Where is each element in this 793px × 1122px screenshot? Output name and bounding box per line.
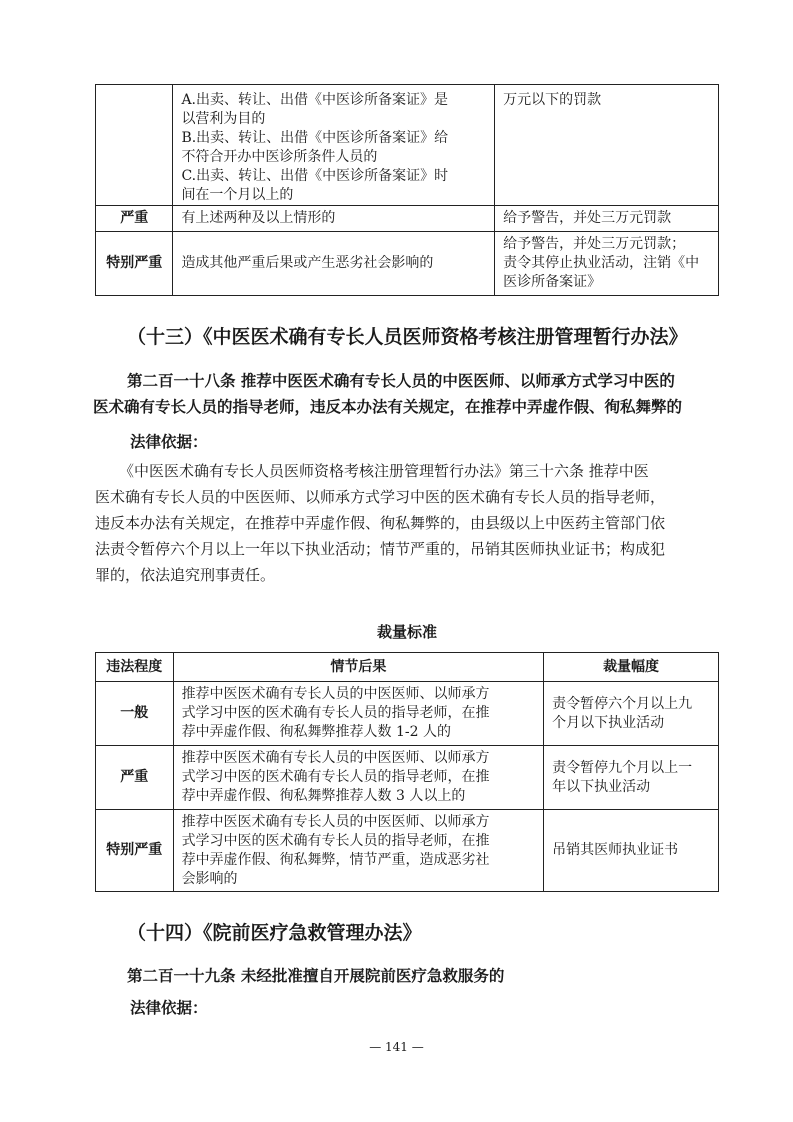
cell-line: 以营利为目的 bbox=[181, 111, 266, 127]
content-cell bbox=[173, 232, 495, 296]
table-row bbox=[96, 206, 719, 232]
article-line: 第二百一十八条 推荐中医医术确有专长人员的中医医师、以师承方式学习中医的 bbox=[127, 372, 675, 390]
cell-line: 责令暂停九个月以上一 bbox=[552, 759, 693, 776]
content-cell bbox=[173, 85, 495, 206]
cell-line: 会影响的 bbox=[181, 870, 238, 887]
table-row bbox=[96, 682, 719, 746]
cell-line: 荐中弄虚作假、徇私舞弊，情节严重，造成恶劣社 bbox=[181, 851, 490, 868]
page-number: — 141 — bbox=[369, 1040, 424, 1054]
cell-line: 万元以下的罚款 bbox=[503, 92, 602, 108]
basis-line: 《中医医术确有专长人员医师资格考核注册管理暂行办法》第三十六条 推荐中医 bbox=[119, 462, 649, 480]
article-line: 医术确有专长人员的指导老师，违反本办法有关规定，在推荐中弄虚作假、徇私舞弊的 bbox=[93, 398, 683, 416]
penalty-cell bbox=[544, 810, 719, 892]
cell-line: 推荐中医医术确有专长人员的中医医师、以师承方 bbox=[181, 750, 490, 766]
cell-line: 吊销其医师执业证书 bbox=[552, 842, 679, 858]
penalty-cell bbox=[544, 746, 719, 810]
cell-line: 个月以下执业活动 bbox=[552, 714, 665, 731]
section-14-heading: （十四）《院前医疗急救管理办法》 bbox=[127, 922, 422, 944]
cell-line: 推荐中医医术确有专长人员的中医医师、以师承方 bbox=[181, 686, 490, 702]
cell-line: 式学习中医的医术确有专长人员的指导老师，在推 bbox=[181, 769, 490, 785]
cell-line: A.出卖、转让、出借《中医诊所备案证》是 bbox=[181, 92, 448, 108]
table-row bbox=[96, 232, 719, 296]
table-row bbox=[96, 85, 719, 206]
table-row bbox=[96, 810, 719, 892]
cell-line: 荐中弄虚作假、徇私舞弊推荐人数 3 人以上的 bbox=[181, 788, 466, 804]
column-header: 情节后果 bbox=[173, 653, 544, 682]
cell-line: 责令其停止执业活动，注销《中 bbox=[503, 255, 700, 271]
cell-line: 有上述两种及以上情形的 bbox=[181, 210, 336, 226]
basis-line: 罪的，依法追究刑事责任。 bbox=[95, 566, 276, 584]
discretion-standard-table bbox=[95, 652, 719, 892]
content-cell bbox=[173, 206, 495, 232]
cell-line: 给予警告，并处三万元罚款； bbox=[503, 236, 686, 252]
penalty-cell bbox=[544, 682, 719, 746]
level-cell: 特别严重 bbox=[96, 810, 174, 892]
cell-line: B.出卖、转让、出借《中医诊所备案证》给 bbox=[181, 130, 449, 146]
section-13-heading: （十三）《中医医术确有专长人员医师资格考核注册管理暂行办法》 bbox=[127, 326, 688, 348]
content-cell bbox=[173, 746, 544, 810]
penalty-cell bbox=[495, 85, 719, 206]
cell-line: 推荐中医医术确有专长人员的中医医师、以师承方 bbox=[181, 813, 490, 830]
cell-line: 不符合开办中医诊所条件人员的 bbox=[181, 149, 378, 165]
table-header-row bbox=[96, 653, 719, 682]
table-caption: 裁量标准 bbox=[376, 623, 437, 641]
level-cell: 特别严重 bbox=[96, 232, 173, 296]
cell-line: 给予警告，并处三万元罚款 bbox=[503, 210, 672, 226]
legal-basis-text bbox=[95, 458, 719, 588]
cell-line: 式学习中医的医术确有专长人员的指导老师，在推 bbox=[181, 832, 490, 849]
legal-basis-label: 法律依据： bbox=[130, 433, 208, 451]
cell-line: 间在一个月以上的 bbox=[181, 187, 294, 203]
cell-line: 年以下执业活动 bbox=[552, 778, 651, 795]
level-cell: 严重 bbox=[96, 206, 173, 232]
content-cell bbox=[173, 810, 544, 892]
cell-line: 式学习中医的医术确有专长人员的指导老师，在推 bbox=[181, 705, 490, 721]
basis-line: 违反本办法有关规定，在推荐中弄虚作假、徇私舞弊的，由县级以上中医药主管部门依 bbox=[95, 514, 666, 532]
article-219: 第二百一十九条 未经批准擅自开展院前医疗急救服务的 bbox=[127, 967, 505, 985]
penalty-table-continued bbox=[95, 84, 719, 296]
cell-line: 荐中弄虚作假、徇私舞弊推荐人数 1-2 人的 bbox=[181, 724, 452, 740]
content-cell bbox=[173, 682, 544, 746]
level-cell bbox=[96, 85, 173, 206]
penalty-cell bbox=[495, 206, 719, 232]
level-cell: 一般 bbox=[96, 682, 174, 746]
cell-line: 责令暂停六个月以上九 bbox=[552, 695, 693, 712]
basis-line: 法责令暂停六个月以上一年以下执业活动；情节严重的，吊销其医师执业证书；构成犯 bbox=[95, 540, 666, 558]
column-header: 违法程度 bbox=[96, 653, 174, 682]
table-row bbox=[96, 746, 719, 810]
penalty-cell bbox=[495, 232, 719, 296]
article-218 bbox=[93, 368, 717, 420]
cell-line: 造成其他严重后果或产生恶劣社会影响的 bbox=[181, 255, 434, 271]
basis-line: 医术确有专长人员的中医医师、以师承方式学习中医的医术确有专长人员的指导老师， bbox=[95, 488, 666, 506]
cell-line: 医诊所备案证》 bbox=[503, 274, 602, 290]
level-cell: 严重 bbox=[96, 746, 174, 810]
legal-basis-label: 法律依据： bbox=[130, 999, 208, 1017]
cell-line: C.出卖、转让、出借《中医诊所备案证》时 bbox=[181, 168, 449, 184]
column-header: 裁量幅度 bbox=[544, 653, 719, 682]
